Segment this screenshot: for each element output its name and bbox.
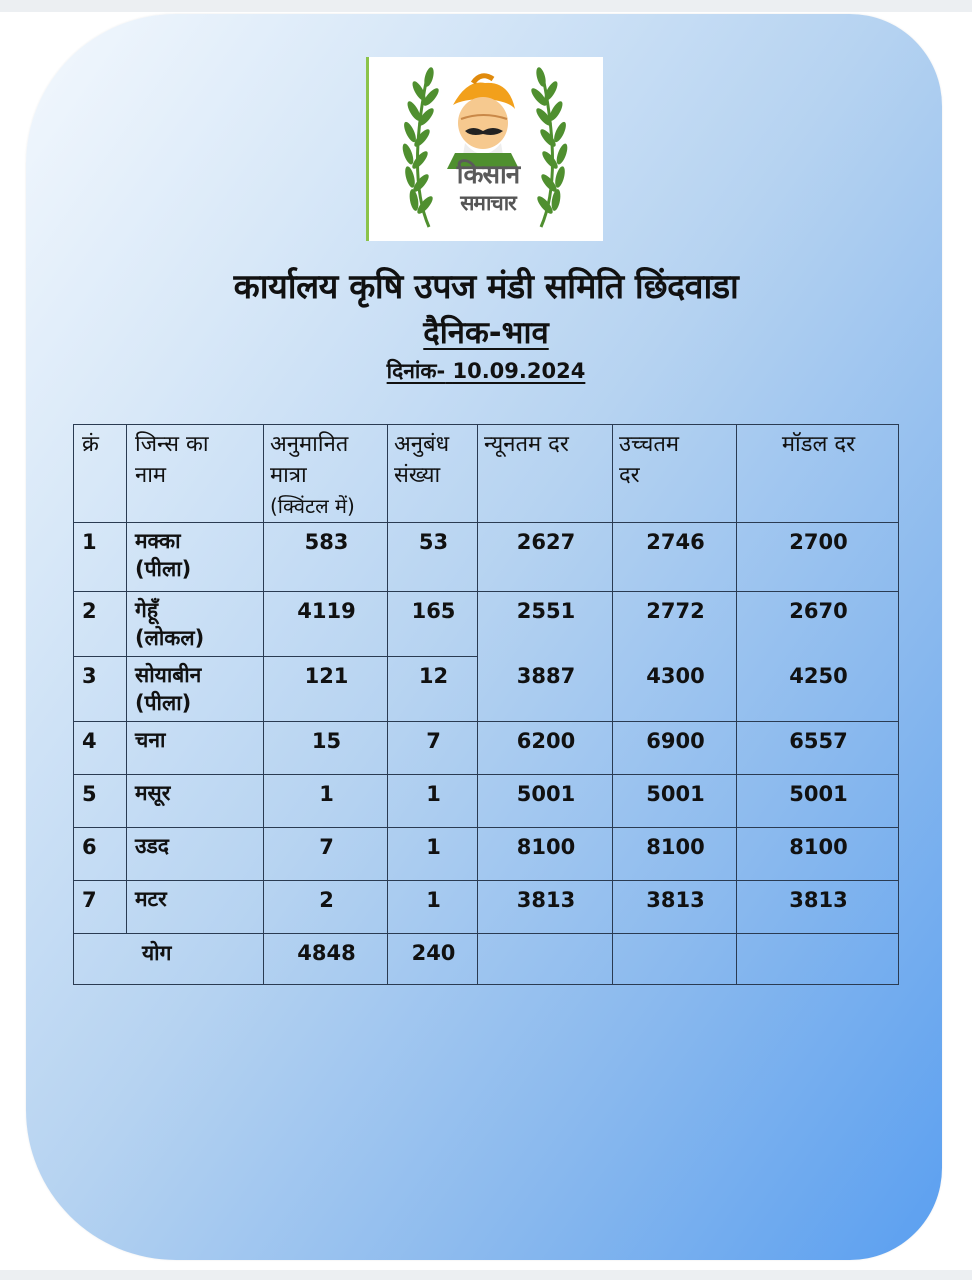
table-header-row: [74, 425, 899, 523]
header-max-rate: [613, 425, 737, 523]
cell-commodity: उडद: [127, 828, 264, 881]
cell-max-rate: 4300: [613, 657, 737, 722]
cell-min-rate: 5001: [478, 775, 613, 828]
cell-quantity: 7: [264, 828, 388, 881]
daily-rates-table: [73, 424, 899, 985]
cell-contracts: 1: [388, 775, 478, 828]
commodity-variety: (पीला): [135, 557, 192, 581]
cell-sn: 3: [74, 657, 127, 722]
cell-commodity: [127, 523, 264, 592]
commodity-variety: (पीला): [135, 691, 192, 715]
table-row: [74, 592, 899, 657]
header-commodity-line2: नाम: [135, 463, 167, 488]
cell-min-rate: 2627: [478, 523, 613, 592]
cell-sn: 4: [74, 722, 127, 775]
cell-contracts: 1: [388, 881, 478, 934]
cell-max-rate: 6900: [613, 722, 737, 775]
cell-quantity: 583: [264, 523, 388, 592]
cell-sn: 7: [74, 881, 127, 934]
cell-min-rate: 6200: [478, 722, 613, 775]
cell-contracts: 53: [388, 523, 478, 592]
header-modal-rate: मॉडल दर: [737, 425, 899, 523]
header-sn: क्रं: [74, 425, 127, 523]
cell-commodity: मटर: [127, 881, 264, 934]
cell-quantity: 15: [264, 722, 388, 775]
commodity-name: गेहूँ: [135, 598, 158, 622]
header-quantity-line1: अनुमानित: [270, 432, 349, 457]
cell-min-rate: 3887: [478, 657, 613, 722]
cell-modal-rate: 8100: [737, 828, 899, 881]
cell-commodity: [127, 657, 264, 722]
total-empty-modal: [737, 934, 899, 985]
total-label: योग: [74, 934, 264, 985]
cell-commodity: चना: [127, 722, 264, 775]
cell-quantity: 121: [264, 657, 388, 722]
header-min-rate: न्यूनतम दर: [478, 425, 613, 523]
cell-sn: 6: [74, 828, 127, 881]
top-strip: [0, 0, 972, 12]
date-label: दिनांक-: [386, 359, 446, 383]
header-commodity: [127, 425, 264, 523]
header-quantity-line3: (क्विंटल में): [270, 494, 355, 518]
office-title: कार्यालय कृषि उपज मंडी समिति छिंदवाडा: [233, 267, 739, 307]
header-contracts: [388, 425, 478, 523]
cell-max-rate: 3813: [613, 881, 737, 934]
cell-min-rate: 2551: [478, 592, 613, 657]
cell-commodity: मसूर: [127, 775, 264, 828]
header-contracts-line1: अनुबंध: [394, 432, 450, 457]
cell-contracts: 12: [388, 657, 478, 722]
total-empty-min: [478, 934, 613, 985]
date-line: [0, 357, 972, 385]
table-row: [74, 722, 899, 775]
header-quantity-line2: मात्रा: [270, 463, 307, 488]
bulletin-subtitle: [0, 311, 972, 353]
cell-max-rate: 5001: [613, 775, 737, 828]
table-row: [74, 523, 899, 592]
cell-commodity: [127, 592, 264, 657]
table-row: [74, 828, 899, 881]
cell-modal-rate: 4250: [737, 657, 899, 722]
cell-max-rate: 8100: [613, 828, 737, 881]
kisan-samachar-logo: [366, 57, 603, 241]
table-row: [74, 775, 899, 828]
cell-min-rate: 3813: [478, 881, 613, 934]
commodity-name: सोयाबीन: [135, 663, 202, 687]
cell-max-rate: 2746: [613, 523, 737, 592]
date-value: 10.09.2024: [452, 359, 586, 383]
header-contracts-line2: संख्या: [394, 463, 441, 488]
cell-contracts: 165: [388, 592, 478, 657]
cell-modal-rate: 6557: [737, 722, 899, 775]
total-quantity: 4848: [264, 934, 388, 985]
table-row: [74, 881, 899, 934]
cell-min-rate: 8100: [478, 828, 613, 881]
logo-text-samachar: समाचार: [460, 191, 516, 215]
cell-contracts: 1: [388, 828, 478, 881]
cell-quantity: 1: [264, 775, 388, 828]
subtitle-text: दैनिक-भाव: [423, 315, 549, 351]
table-row: [74, 657, 899, 722]
cell-sn: 5: [74, 775, 127, 828]
cell-sn: 2: [74, 592, 127, 657]
header-max-line1: उच्चतम: [619, 432, 680, 457]
header-quantity: [264, 425, 388, 523]
commodity-variety: (लोकल): [135, 626, 205, 650]
total-row: [74, 934, 899, 985]
header-commodity-line1: जिन्स का: [135, 432, 209, 457]
commodity-name: मक्का: [135, 529, 181, 553]
cell-modal-rate: 5001: [737, 775, 899, 828]
cell-modal-rate: 2670: [737, 592, 899, 657]
cell-max-rate: 2772: [613, 592, 737, 657]
cell-modal-rate: 2700: [737, 523, 899, 592]
bottom-strip: [0, 1270, 972, 1280]
total-contracts: 240: [388, 934, 478, 985]
logo-text-kisan: किसान: [456, 160, 520, 190]
cell-modal-rate: 3813: [737, 881, 899, 934]
cell-contracts: 7: [388, 722, 478, 775]
header-max-line2: दर: [619, 463, 640, 488]
cell-sn: 1: [74, 523, 127, 592]
cell-quantity: 4119: [264, 592, 388, 657]
cell-quantity: 2: [264, 881, 388, 934]
total-empty-max: [613, 934, 737, 985]
date-text: [387, 359, 586, 383]
